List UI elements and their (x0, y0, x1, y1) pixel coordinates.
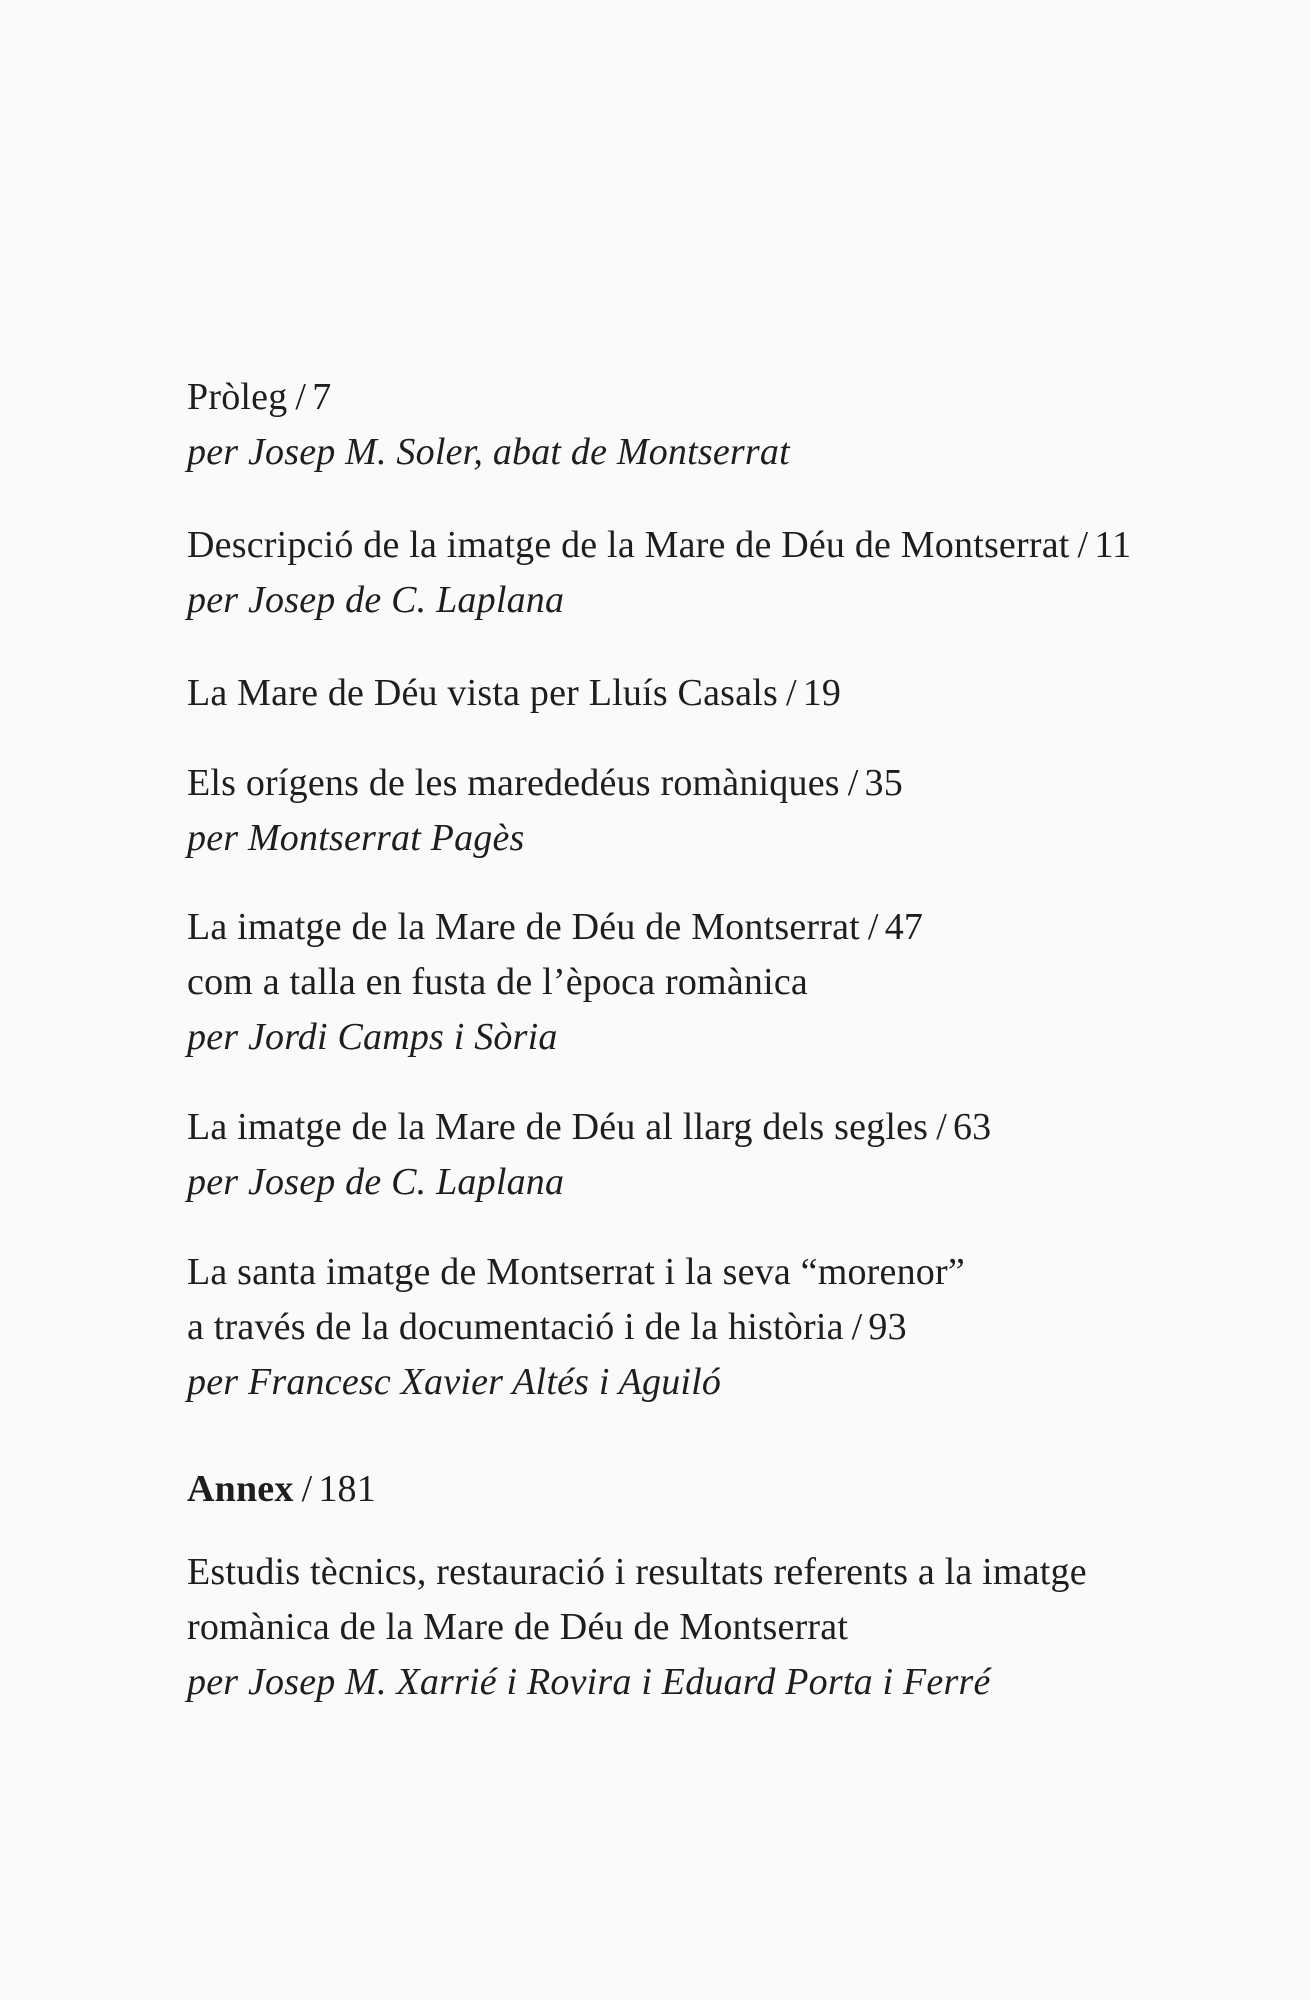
toc-entry-author: per Francesc Xavier Altés i Aguiló (187, 1361, 722, 1403)
toc-entry-morenor (187, 1245, 1247, 1410)
toc-entry-page: 181 (318, 1468, 376, 1510)
annex-description (187, 1545, 1247, 1710)
toc-entry-title: La imatge de la Mare de Déu al llarg dels segles / 63 (187, 1106, 992, 1148)
toc-entry-title: La Mare de Déu vista per Lluís Casals / 19 (187, 672, 842, 714)
toc-entry-llarg-segles (187, 1100, 1247, 1210)
toc-entry-page: 19 (802, 672, 842, 714)
toc-entry-page: 47 (884, 906, 924, 948)
toc-entry-page: 63 (952, 1106, 992, 1148)
toc-entry-origens (187, 756, 1247, 866)
table-of-contents (187, 370, 1247, 1710)
toc-entry-title: La imatge de la Mare de Déu de Montserrat / 47 (187, 906, 924, 948)
toc-entry-title-continued: com a talla en fusta de l’època romànica (187, 961, 808, 1003)
toc-entry-author: per Josep M. Soler, abat de Montserrat (187, 431, 790, 473)
toc-entry-title: La santa imatge de Montserrat i la seva “morenor” (187, 1251, 965, 1293)
toc-entry-author: per Josep M. Xarrié i Rovira i Eduard Porta i Ferré (187, 1661, 991, 1703)
toc-entry-author: per Josep de C. Laplana (187, 579, 565, 621)
toc-entry-lluis-casals (187, 666, 1247, 721)
toc-entry-author: per Montserrat Pagès (187, 817, 525, 859)
annex-line: romànica de la Mare de Déu de Montserrat (187, 1606, 849, 1648)
toc-entry-page: 35 (864, 762, 903, 804)
toc-entry-talla-fusta (187, 900, 1247, 1065)
toc-entry-annex (187, 1462, 1247, 1710)
toc-entry-page: 93 (868, 1306, 907, 1348)
toc-entry-page: 11 (1094, 524, 1132, 566)
toc-entry-author: per Josep de C. Laplana (187, 1161, 565, 1203)
toc-entry-proleg (187, 370, 1247, 480)
toc-entry-title: Descripció de la imatge de la Mare de Déu de Montserrat / 11 (187, 524, 1132, 566)
annex-line: Estudis tècnics, restauració i resultats referents a la imatge (187, 1551, 1087, 1593)
toc-entry-page: 7 (312, 376, 332, 418)
toc-entry-descripcio (187, 518, 1247, 628)
toc-entry-title-continued: a través de la documentació i de la història / 93 (187, 1306, 907, 1348)
toc-entry-title: Pròleg / 7 (187, 376, 332, 418)
toc-entry-author: per Jordi Camps i Sòria (187, 1016, 558, 1058)
annex-heading: Annex / 181 (187, 1468, 376, 1510)
toc-entry-title: Els orígens de les marededéus romàniques / 35 (187, 762, 903, 804)
